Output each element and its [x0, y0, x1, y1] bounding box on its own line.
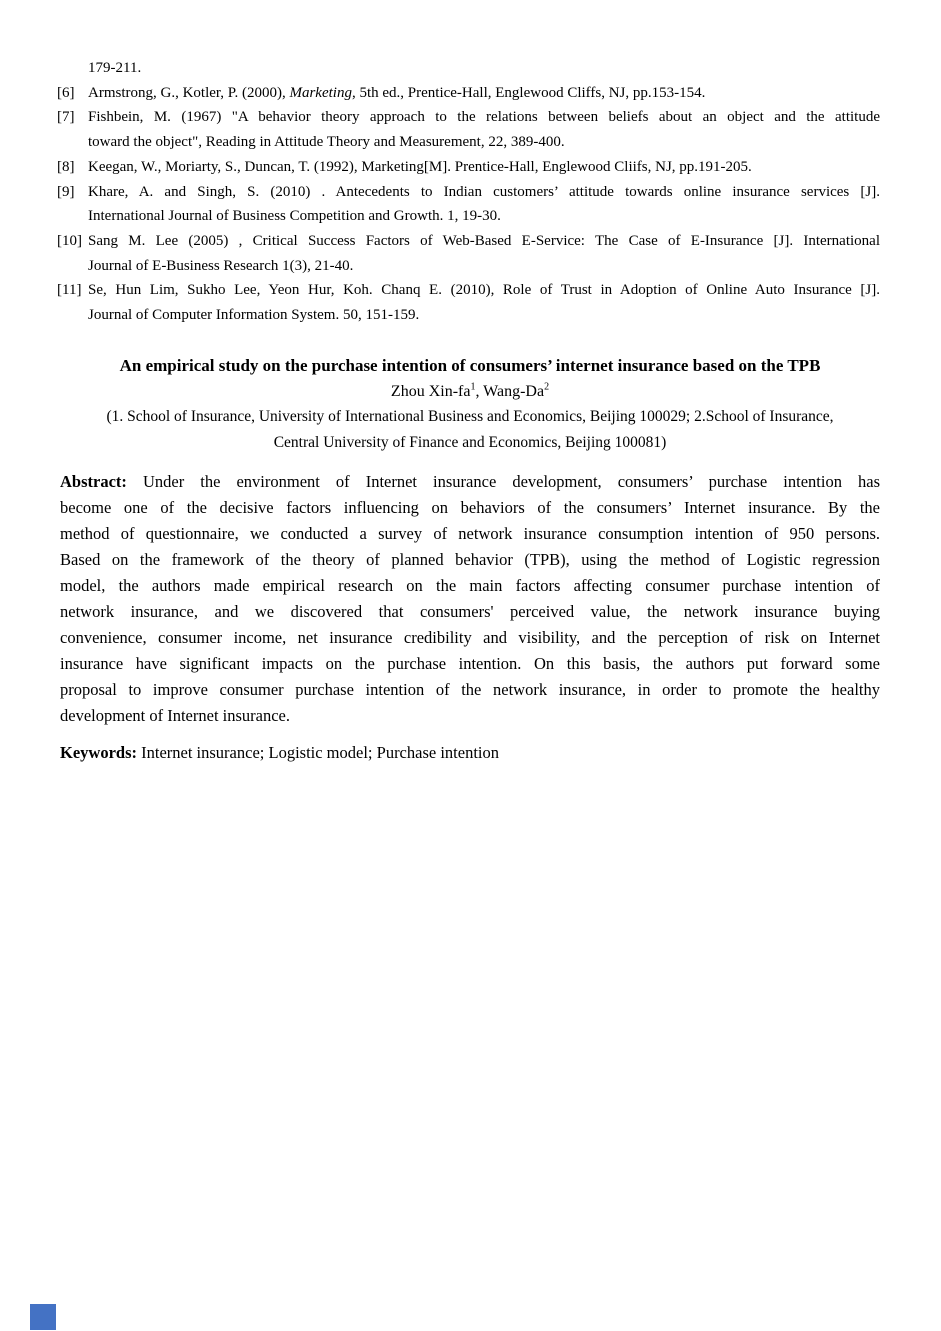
reference-line: Keegan, W., Moriarty, S., Duncan, T. (1992), Marketing[M]. Prentice-Hall, Englewood Cliifs, NJ, pp.191-205. [88, 158, 752, 175]
reference-marker: [8] [57, 158, 75, 175]
reference-marker: [9] [57, 183, 75, 200]
reference-entry-8 [57, 155, 880, 180]
abstract-label: Abstract: [60, 471, 127, 491]
reference-marker: [6] [57, 84, 75, 101]
author-name-2: Wang-Da [483, 382, 545, 400]
affiliation-line-2: Central University of Finance and Economics, Beijing 100081) [273, 433, 667, 451]
authors-line [60, 379, 880, 404]
abstract-line: model, the authors made empirical research on the main factors affecting consumer purchase intention of [60, 575, 880, 595]
author-superscript-1: 1 [470, 381, 476, 393]
reference-continuation [60, 56, 880, 81]
abstract-paragraph [60, 469, 880, 729]
reference-entry-11 [57, 278, 880, 327]
reference-line [88, 81, 880, 106]
reference-entry-9 [57, 180, 880, 229]
reference-line: 179-211. [88, 60, 142, 76]
page-corner-marker [30, 1304, 56, 1330]
reference-entry-7 [57, 105, 880, 154]
affiliation-line-1: (1. School of Insurance, University of International Business and Economics, Beijing 100029; 2.School of Insurance, [106, 407, 834, 425]
keywords-text: Internet insurance; Logistic model; Purchase intention [141, 742, 499, 762]
reference-line: Journal of E-Business Research 1(3), 21-40. [88, 257, 354, 274]
reference-marker: [11] [57, 282, 82, 299]
reference-line: Journal of Computer Information System. 50, 151-159. [88, 307, 420, 324]
keywords-line [60, 740, 880, 766]
author-separator: , [475, 382, 484, 400]
abstract-line: become one of the decisive factors influencing on behaviors of the consumers’ Internet insurance. By the [60, 497, 880, 517]
reference-italic-text: Marketing [289, 84, 352, 101]
abstract-line: convenience, consumer income, net insurance credibility and visibility, and the perception of risk on Internet [60, 627, 880, 647]
reference-line: Khare, A. and Singh, S. (2010) . Antecedents to Indian customers’ attitude towards online insurance services [J]. [88, 183, 880, 200]
abstract-line: method of questionnaire, we conducted a survey of network insurance consumption intention of 950 persons. [60, 523, 880, 543]
affiliation-block [60, 404, 880, 456]
reference-text: , 5th ed., Prentice-Hall, Englewood Cliffs, NJ, pp.153-154. [351, 84, 706, 101]
reference-text: Armstrong, G., Kotler, P. (2000), [88, 84, 290, 101]
reference-entry-6 [57, 81, 880, 106]
reference-marker: [7] [57, 109, 75, 126]
abstract-line: development of Internet insurance. [60, 705, 290, 725]
abstract-line: insurance have significant impacts on the purchase intention. On this basis, the authors put forward some [60, 653, 880, 673]
abstract-text: Under the environment of Internet insurance development, consumers’ purchase intention has [142, 471, 880, 491]
abstract-line: proposal to improve consumer purchase intention of the network insurance, in order to promote the healthy [60, 679, 880, 699]
author-superscript-2: 2 [544, 381, 550, 393]
keywords-label: Keywords: [60, 742, 137, 762]
reference-line: toward the object", Reading in Attitude Theory and Measurement, 22, 389-400. [88, 134, 565, 151]
reference-line: Se, Hun Lim, Sukho Lee, Yeon Hur, Koh. Chanq E. (2010), Role of Trust in Adoption of Online Auto Insurance [J]. [88, 282, 880, 299]
reference-line: Sang M. Lee (2005) , Critical Success Factors of Web-Based E-Service: The Case of E-Insurance [J]. International [88, 232, 880, 249]
reference-entry-10 [57, 229, 880, 278]
abstract-line: network insurance, and we discovered that consumers' perceived value, the network insurance buying [60, 601, 880, 621]
reference-list [57, 56, 880, 328]
abstract-line [60, 469, 880, 495]
abstract-line: Based on the framework of the theory of planned behavior (TPB), using the method of Logistic regression [60, 549, 880, 569]
author-name-1: Zhou Xin-fa [390, 382, 471, 400]
reference-line: Fishbein, M. (1967) "A behavior theory approach to the relations between beliefs about an object and the attitude [88, 109, 880, 126]
paper-title: An empirical study on the purchase intention of consumers’ internet insurance based on the TPB [119, 355, 821, 375]
reference-marker: [10] [57, 232, 82, 249]
reference-line: International Journal of Business Competition and Growth. 1, 19-30. [88, 208, 501, 225]
